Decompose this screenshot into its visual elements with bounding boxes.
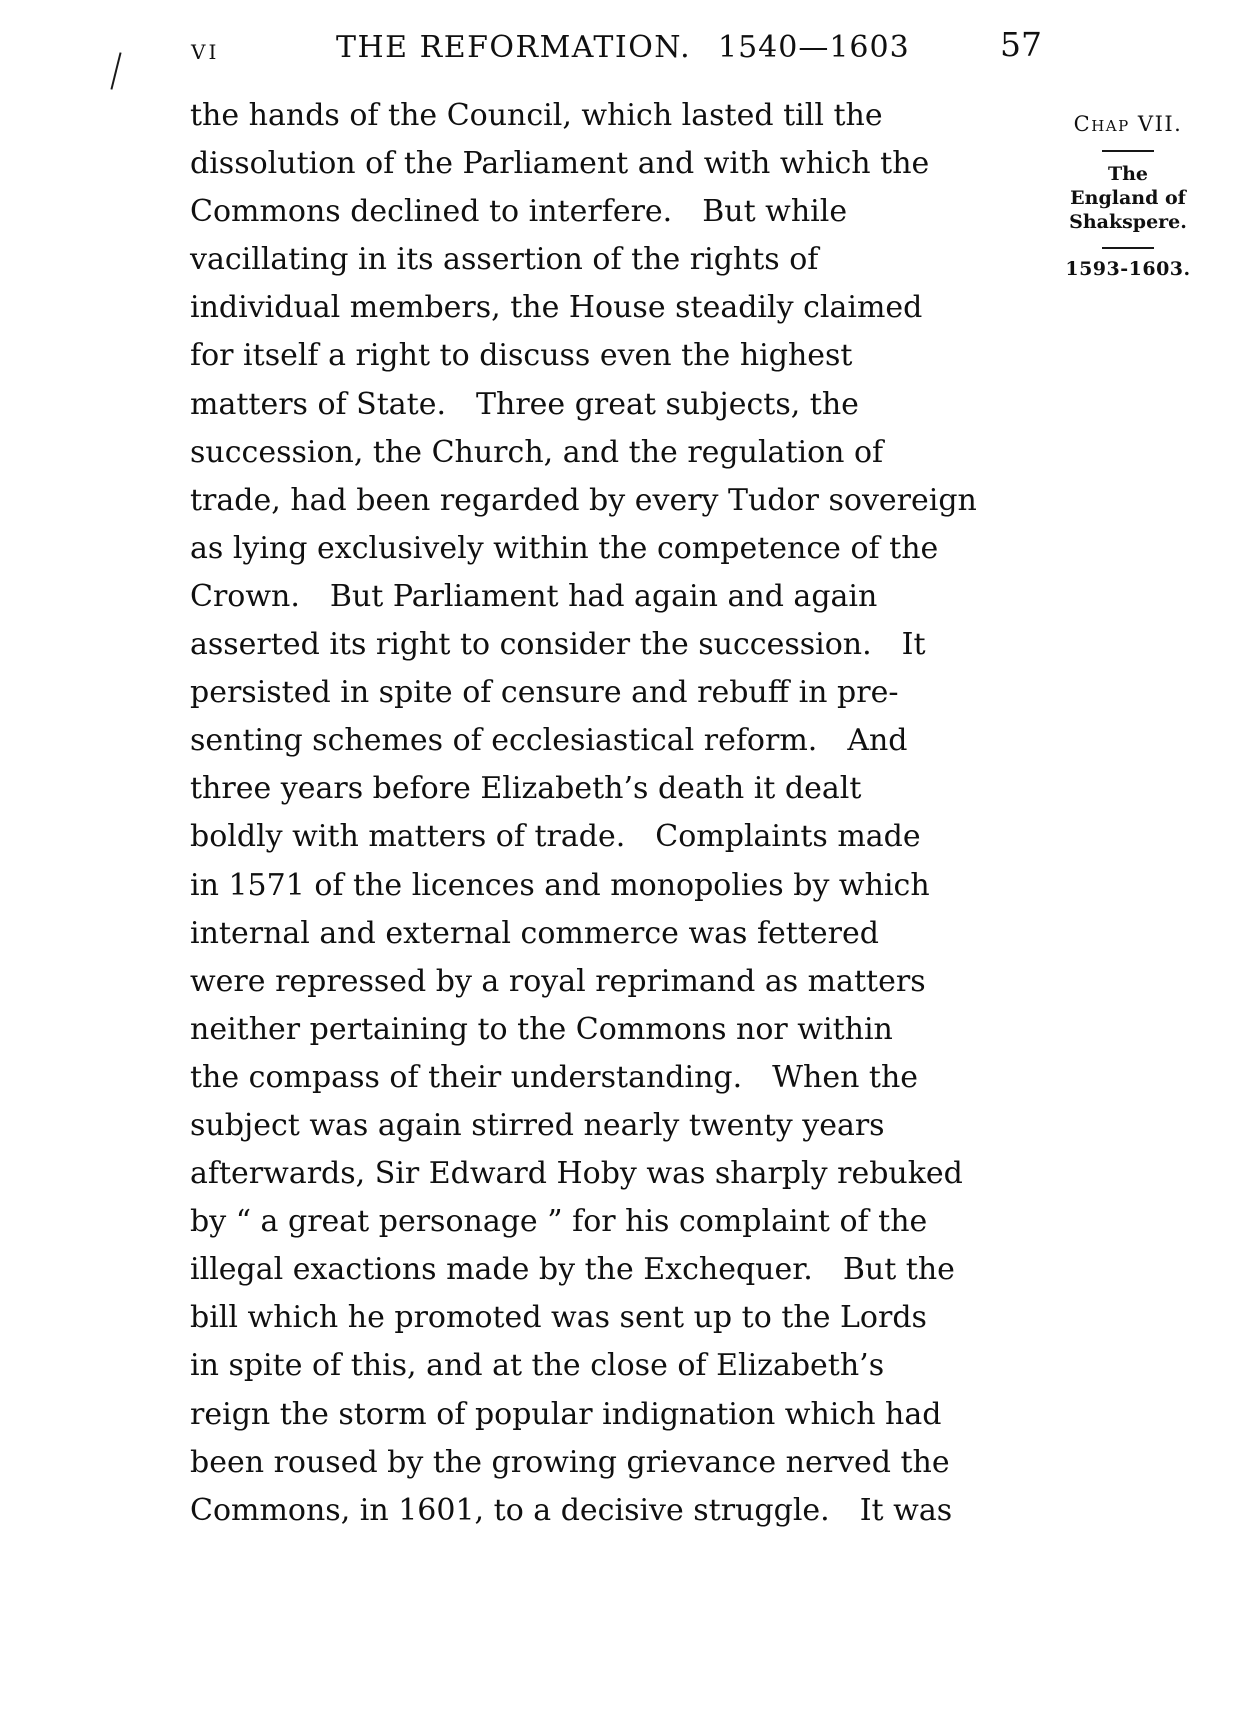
scan-artifact-mark [110, 52, 121, 89]
body-text-line: three years before Elizabeth’s death it dealt [190, 771, 862, 807]
body-text-line: individual members, the House steadily claimed [190, 290, 923, 326]
margin-notes [1054, 112, 1202, 280]
body-text-line: by “ a great personage ” for his complaint of the [190, 1204, 928, 1240]
body-text-line: succession, the Church, and the regulation of [190, 434, 884, 470]
margin-note-title [1054, 162, 1202, 234]
body-text-line: boldly with matters of trade. Complaints made [190, 819, 921, 855]
page-number: 57 [1000, 25, 1042, 64]
body-text-line: Crown. But Parliament had again and again [190, 578, 878, 614]
running-title: THE REFORMATION. [336, 30, 692, 65]
chapter-numeral: VI [191, 40, 220, 64]
body-text-line: the hands of the Council, which lasted till the [190, 98, 883, 133]
margin-date-note: 1593-1603. [1065, 258, 1191, 280]
margin-rule-top [1102, 150, 1154, 152]
body-text-line: in 1571 of the licences and monopolies by which [190, 867, 930, 903]
body-text-line: reign the storm of popular indignation which had [190, 1396, 942, 1432]
body-text-line: been roused by the growing grievance nerved the [190, 1444, 950, 1480]
body-text-line: senting schemes of ecclesiastical reform. And [190, 723, 908, 759]
margin-chapter-label: Chap VII. [1073, 112, 1183, 136]
margin-note-title-line: England of [1070, 187, 1186, 209]
body-text-line: Commons declined to interfere. But while [190, 194, 848, 230]
running-header-dates: 1540—1603 [718, 30, 910, 65]
body-text-line: in spite of this, and at the close of Elizabeth’s [190, 1348, 885, 1384]
body-text-line: Commons, in 1601, to a decisive struggle. It was [190, 1492, 953, 1528]
body-text-line: afterwards, Sir Edward Hoby was sharply rebuked [190, 1156, 963, 1192]
body-text-line: trade, had been regarded by every Tudor sovereign [190, 482, 977, 518]
body-text-line: illegal exactions made by the Exchequer. But the [190, 1252, 955, 1288]
body-text [190, 92, 1037, 1535]
body-text-line: the compass of their understanding. When the [190, 1059, 919, 1095]
body-text-line: were repressed by a royal reprimand as matters [190, 963, 926, 999]
body-text-line: asserted its right to consider the succession. It [190, 627, 926, 663]
body-text-line: internal and external commerce was fettered [190, 915, 879, 951]
body-text-line: as lying exclusively within the competence of the [190, 530, 939, 566]
margin-rule-bottom [1102, 247, 1154, 249]
body-text-line: dissolution of the Parliament and with which the [190, 146, 930, 182]
margin-note-title-line: The [1107, 163, 1149, 185]
body-text-line: vacillating in its assertion of the rights of [190, 242, 819, 278]
margin-note-title-line: Shakspere. [1069, 211, 1187, 233]
body-text-line: subject was again stirred nearly twenty years [190, 1107, 885, 1143]
body-text-line: for itself a right to discuss even the highest [190, 338, 853, 374]
body-text-line: matters of State. Three great subjects, the [190, 386, 859, 422]
body-text-line: neither pertaining to the Commons nor within [190, 1011, 893, 1047]
body-text-line: bill which he promoted was sent up to the Lords [190, 1300, 927, 1336]
body-text-line: persisted in spite of censure and rebuff in pre- [190, 675, 899, 711]
